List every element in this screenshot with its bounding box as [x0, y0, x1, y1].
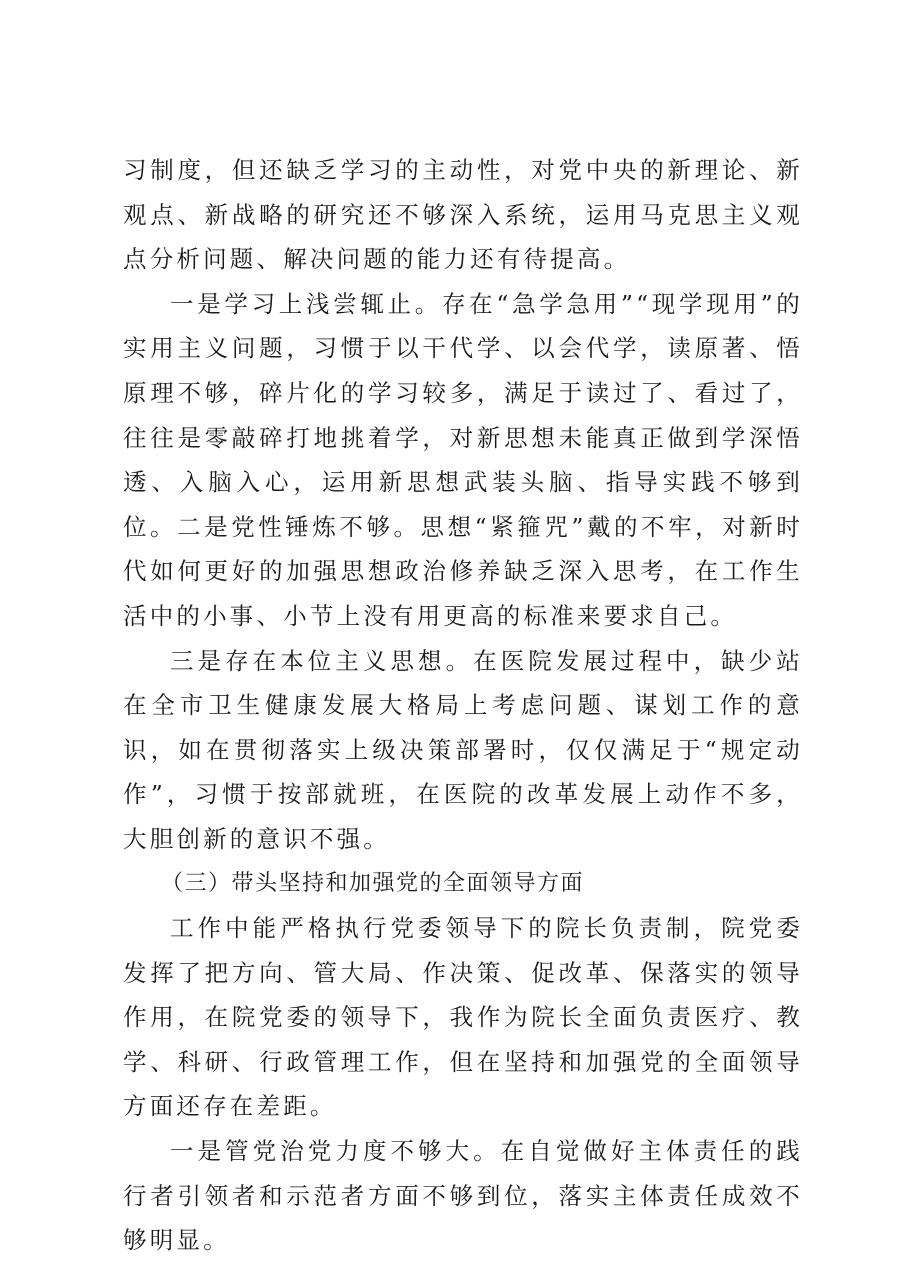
paragraph-study-issues: 一是学习上浅尝辄止。存在“急学急用”“现学现用”的实用主义问题，习惯于以干代学、以会代学，读原著、悟原理不够，碎片化的学习较多，满足于读过了、看过了，往往是零敲碎打地挑着学，对新思想未能真正做到学深悟透、入脑入心，运用新思想武装头脑、指导实践不够到位。二是党性锤炼不够。思想“紧箍咒”戴的不牢，对新时代如何更好的加强思想政治修养缺乏深入思考，在工作生活中的小事、小节上没有用更高的标准来要求自己。 — [123, 289, 803, 630]
document-body — [123, 148, 803, 1263]
paragraph-party-governance: 一是管党治党力度不够大。在自觉做好主体责任的践行者引领者和示范者方面不够到位，落实主体责任成效不够明显。 — [123, 1137, 803, 1255]
section-heading: （三）带头坚持和加强党的全面领导方面 — [161, 870, 585, 896]
paragraph-party-leadership: 工作中能严格执行党委领导下的院长负责制，院党委发挥了把方向、管大局、作决策、促改革、保落实的领导作用，在院党委的领导下，我作为院长全面负责医疗、教学、科研、行政管理工作，但在坚持和加强党的全面领导方面还存在差距。 — [123, 914, 803, 1121]
paragraph-departmentalism: 三是存在本位主义思想。在医院发展过程中，缺少站在全市卫生健康发展大格局上考虑问题、谋划工作的意识，如在贯彻落实上级决策部署时，仅仅满足于“规定动作”，习惯于按部就班，在医院的改革发展上动作不多，大胆创新的意识不强。 — [123, 646, 803, 853]
paragraph-continuation: 习制度，但还缺乏学习的主动性，对党中央的新理论、新观点、新战略的研究还不够深入系统，运用马克思主义观点分析问题、解决问题的能力还有待提高。 — [123, 156, 803, 274]
